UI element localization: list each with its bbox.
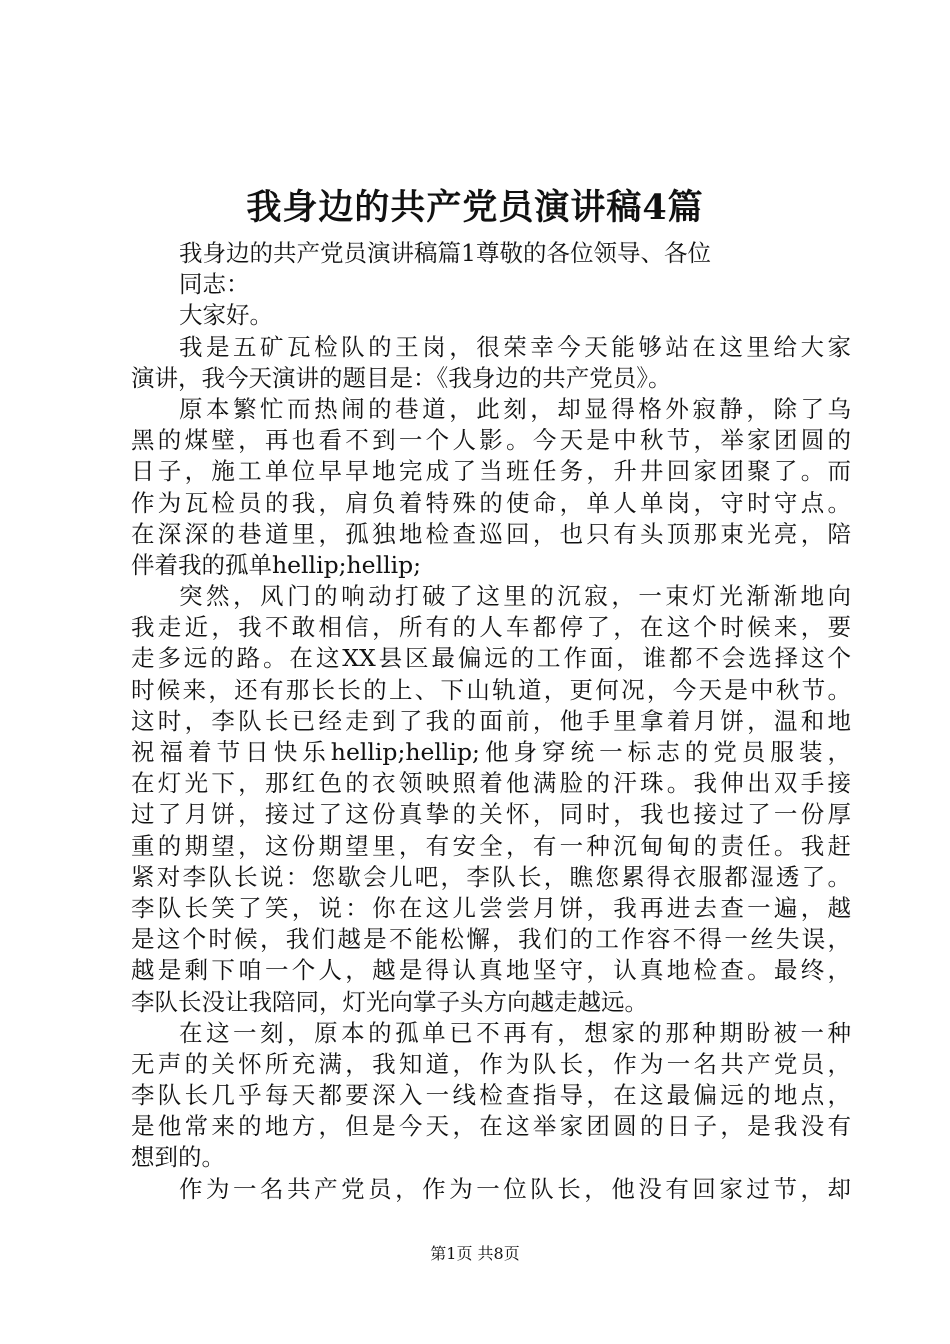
text-line: 我是五矿瓦检队的王岗，很荣幸今天能够站在这里给大家 <box>179 332 851 361</box>
text-line: 越是剩下咱一个人，越是得认真地坚守，认真地检查。最终， <box>131 956 851 985</box>
text-line: 走多远的路。在这XX县区最偏远的工作面，谁都不会选择这个 <box>131 644 851 673</box>
text-line: 在这一刻，原本的孤单已不再有，想家的那种期盼被一种 <box>179 1018 851 1047</box>
text-line: 祝福着节日快乐hellip;hellip;他身穿统一标志的党员服装， <box>131 738 851 766</box>
text-line: 是他常来的地方，但是今天，在这举家团圆的日子，是我没有 <box>131 1112 851 1141</box>
text-line: 在灯光下，那红色的衣领映照着他满脸的汗珠。我伸出双手接 <box>131 769 851 798</box>
text-line: 黑的煤壁，再也看不到一个人影。今天是中秋节，举家团圆的 <box>131 426 851 455</box>
text-line: 突然，风门的响动打破了这里的沉寂，一束灯光渐渐地向 <box>179 582 851 611</box>
text-line: 李队长几乎每天都要深入一线检查指导，在这最偏远的地点， <box>131 1081 851 1110</box>
text-line: 我身边的共产党员演讲稿篇1尊敬的各位领导、各位 <box>179 239 711 267</box>
text-line: 李队长没让我陪同，灯光向掌子头方向越走越远。 <box>131 987 648 1016</box>
text-line: 我走近，我不敢相信，所有的人车都停了，在这个时候来，要 <box>131 613 851 642</box>
text-line: 这时，李队长已经走到了我的面前，他手里拿着月饼，温和地 <box>131 706 851 735</box>
text-line: 想到的。 <box>131 1143 225 1172</box>
text-line: 李队长笑了笑，说：你在这儿尝尝月饼，我再进去查一遍，越 <box>131 893 851 922</box>
text-line: 无声的关怀所充满，我知道，作为队长，作为一名共产党员， <box>131 1049 851 1078</box>
page-footer: 第1页 共8页 <box>430 1244 520 1263</box>
text-line: 大家好。 <box>179 301 273 330</box>
text-line: 日子，施工单位早早地完成了当班任务，升井回家团聚了。而 <box>131 457 851 486</box>
text-line: 重的期望，这份期望里，有安全，有一种沉甸甸的责任。我赶 <box>131 831 851 860</box>
text-line: 是这个时候，我们越是不能松懈，我们的工作容不得一丝失误， <box>131 925 851 954</box>
text-line: 伴着我的孤单hellip;hellip; <box>131 550 422 579</box>
text-line: 紧对李队长说：您歇会儿吧，李队长，瞧您累得衣服都湿透了。 <box>131 862 851 891</box>
text-line: 过了月饼，接过了这份真挚的关怀，同时，我也接过了一份厚 <box>131 800 851 829</box>
document-body <box>131 238 851 1205</box>
text-line: 作为一名共产党员，作为一位队长，他没有回家过节，却 <box>179 1174 851 1203</box>
text-line: 演讲，我今天演讲的题目是：《我身边的共产党员》。 <box>131 363 672 392</box>
document-title: 我身边的共产党员演讲稿4篇 <box>246 187 704 228</box>
text-line: 在深深的巷道里，孤独地检查巡回，也只有头顶那束光亮，陪 <box>131 519 851 548</box>
text-line: 同志： <box>179 270 250 299</box>
text-line: 原本繁忙而热闹的巷道，此刻，却显得格外寂静，除了乌 <box>179 394 851 423</box>
text-line: 时候来，还有那长长的上、下山轨道，更何况，今天是中秋节。 <box>131 675 851 704</box>
text-line: 作为瓦检员的我，肩负着特殊的使命，单人单岗，守时守点。 <box>131 488 851 517</box>
